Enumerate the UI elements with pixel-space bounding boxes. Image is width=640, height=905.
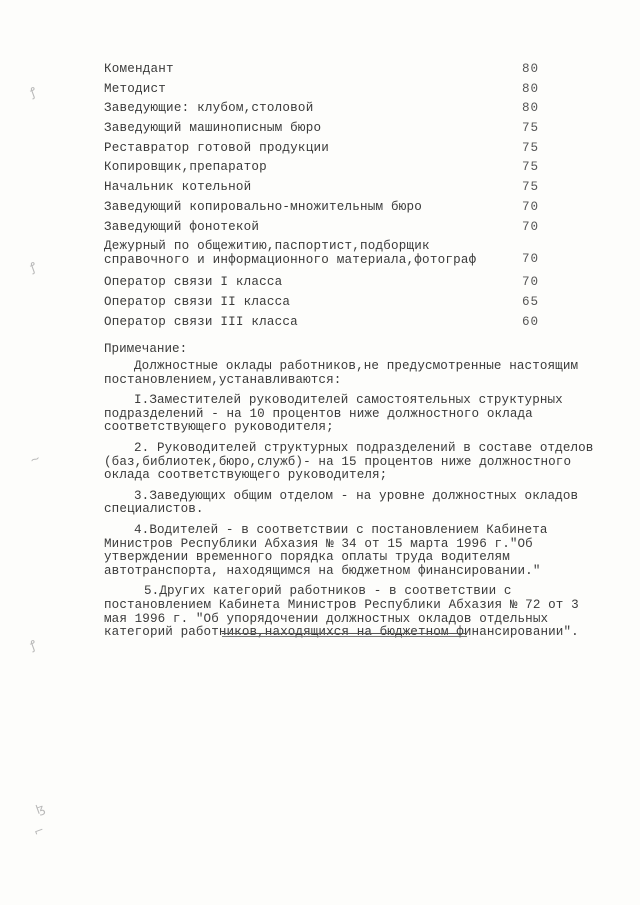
table-row [104, 62, 544, 82]
margin-scribble-mark: ꝭ [27, 637, 39, 653]
note-item: 5.Других категорий работников - в соответствии с постановлением Кабинета Министров Республики Абхазия № 72 от 3 мая 1996 г. "Об упорядочении должностных окладов отдельных категорий работников,находящихся на бюджетном финансировании". [104, 584, 579, 640]
coefficient-value: 80 [522, 101, 540, 116]
coefficient-value: 75 [522, 160, 540, 175]
position-label: Оператор связи III класса [104, 314, 298, 329]
end-divider-line [222, 636, 467, 637]
coefficient-value: 60 [522, 314, 540, 329]
table-row [104, 200, 544, 220]
position-label: Дежурный по общежитию,паспортист,подборщик справочного и информационного материала,фотограф [104, 239, 477, 268]
table-row [104, 141, 544, 161]
position-label: Реставратор готовой продукции [104, 140, 329, 155]
table-row [104, 275, 544, 295]
table-row [104, 121, 544, 141]
table-row [104, 220, 544, 240]
margin-scribble-mark: ꝭ [27, 84, 39, 100]
notes-section [104, 360, 604, 647]
coefficient-value: 70 [522, 252, 540, 267]
salary-table [104, 62, 544, 334]
table-row [104, 295, 544, 315]
table-row [104, 82, 544, 102]
table-row [104, 101, 544, 121]
table-row [104, 239, 544, 275]
coefficient-value: 65 [522, 294, 540, 309]
coefficient-value: 70 [522, 275, 540, 290]
end-divider-line [222, 633, 467, 634]
coefficient-value: 80 [522, 62, 540, 76]
table-row [104, 315, 544, 335]
position-label: Заведующий фонотекой [104, 219, 260, 234]
coefficient-value: 75 [522, 121, 540, 136]
note-item: I.Заместителей руководителей самостоятельных структурных подразделений - на 10 процентов ниже должностного оклада соответствующего руководителя; [104, 393, 563, 435]
notes-intro: Должностные оклады работников,не предусмотренные настоящим постановлением,устанавливаются: [104, 359, 579, 387]
position-label: Оператор связи I класса [104, 275, 283, 290]
note-item: 3.Заведующих общим отделом - на уровне должностных окладов специалистов. [104, 488, 579, 517]
note-item: 2. Руководителей структурных подразделений в составе отделов (баз,библиотек,бюро,служб)- на 15 процентов ниже должностного оклада соответствующего руководителя; [104, 440, 594, 483]
margin-scribble-mark: ⌐ [31, 822, 47, 840]
margin-scribble-mark: ~ [27, 450, 43, 468]
margin-scribble-mark: ꝭ [27, 259, 39, 275]
position-label: Заведующий машинописным бюро [104, 121, 322, 136]
notes-heading: Примечание: [104, 342, 188, 356]
position-label: Заведующие: клубом,столовой [104, 101, 314, 116]
coefficient-value: 70 [522, 219, 540, 234]
position-label: Методист [104, 81, 167, 96]
coefficient-value: 75 [522, 140, 540, 155]
position-label: Заведующий копировально-множительным бюро [104, 199, 423, 214]
position-label: Оператор связи II класса [104, 294, 291, 309]
coefficient-value: 75 [522, 180, 540, 195]
table-row [104, 180, 544, 200]
position-label: Копировщик,препаратор [104, 160, 267, 175]
coefficient-value: 70 [522, 199, 540, 214]
position-label: Начальник котельной [104, 180, 252, 195]
coefficient-value: 80 [522, 81, 540, 96]
margin-scribble-mark: ɮ [33, 800, 47, 818]
position-label: Комендант [104, 62, 174, 76]
note-item: 4.Водителей - в соответствии с постановлением Кабинета Министров Республики Абхазия № 34 от 15 марта 1996 г."Об утверждении временного порядка оплаты труда водителям автотранспорта, находящимся на бюджетном финансировании." [104, 522, 548, 578]
table-row [104, 160, 544, 180]
